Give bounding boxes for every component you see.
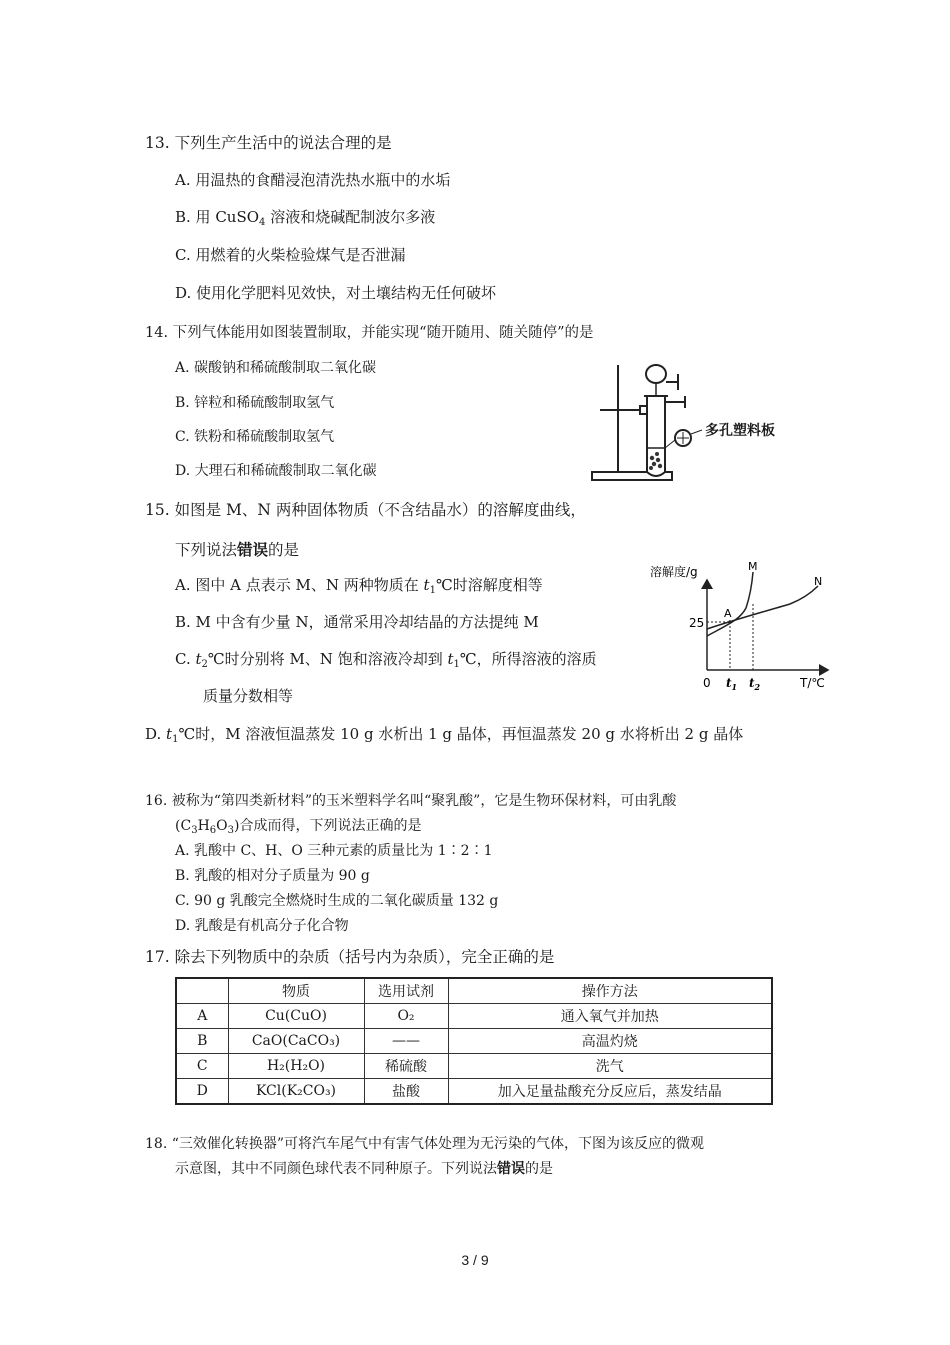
point-a	[728, 620, 732, 624]
row-id: D	[176, 1079, 228, 1105]
label-m: M	[748, 560, 758, 573]
q17-stem: 17. 除去下列物质中的杂质（括号内为杂质），完全正确的是	[145, 948, 555, 966]
table-header-cell: 操作方法	[448, 978, 772, 1004]
chart-x-label: T/℃	[800, 676, 825, 690]
row-substance: CaO(CaCO₃)	[228, 1029, 364, 1054]
q13-option-d: D. 使用化学肥料见效快，对土壤结构无任何破坏	[175, 284, 497, 302]
q15-option-a: A. 图中 A 点表示 M、N 两种物质在 $t_1℃$时溶解度相等	[175, 576, 543, 596]
q14-option-c: C. 铁粉和稀硫酸制取氢气	[175, 429, 335, 445]
impurity-removal-table	[175, 977, 773, 1105]
page-number: 3 / 9	[461, 1252, 489, 1268]
q18-stem: 18. “三效催化转换器”可将汽车尾气中有害气体处理为无污染的气体，下图为该反应的微观	[145, 1136, 705, 1152]
row-method: 洗气	[448, 1054, 772, 1079]
chart-y-label: 溶解度/g	[650, 565, 698, 579]
table-row	[176, 1054, 772, 1079]
q15-stem-line2: 下列说法错误的是	[175, 540, 300, 559]
row-substance: H₂(H₂O)	[228, 1054, 364, 1079]
row-method: 高温灼烧	[448, 1029, 772, 1054]
q15-option-d: D. $t_1℃$时，M 溶液恒温蒸发 10 g 水析出 1 g 晶体，再恒温蒸发 20 g 水将析出 2 g 晶体	[145, 725, 744, 745]
q14-option-a: A. 碳酸钠和稀硫酸制取二氧化碳	[175, 360, 377, 376]
row-id: A	[176, 1004, 228, 1029]
q15-option-c-line2: 质量分数相等	[203, 687, 294, 705]
q16-option-a: A. 乳酸中 C、H、O 三种元素的质量比为 1∶2∶1	[175, 843, 493, 859]
table-header-row	[176, 978, 772, 1004]
tick-t1: $t_1$	[726, 676, 738, 692]
table-header-cell: 物质	[228, 978, 364, 1004]
q15-option-c: C. $t_2℃$时分别将 M、N 饱和溶液冷却到 $t_1℃$，所得溶液的溶质	[175, 650, 597, 670]
q16-option-b: B. 乳酸的相对分子质量为 90 g	[175, 868, 370, 884]
row-reagent: 稀硫酸	[364, 1054, 448, 1079]
table-row	[176, 1079, 772, 1105]
row-id: C	[176, 1054, 228, 1079]
row-id: B	[176, 1029, 228, 1054]
q16-stem-line2: $(C_3H_6O_3)$合成而得，下列说法正确的是	[175, 818, 422, 836]
q16-option-d: D. 乳酸是有机高分子化合物	[175, 918, 349, 934]
row-method: 通入氧气并加热	[448, 1004, 772, 1029]
row-substance: Cu(CuO)	[228, 1004, 364, 1029]
chart-y-tick: 25	[689, 616, 705, 630]
q15-option-b: B. M 中含有少量 N，通常采用冷却结晶的方法提纯 M	[175, 613, 539, 631]
q14-stem: 14. 下列气体能用如图装置制取，并能实现“随开随用、随关随停”的是	[145, 325, 594, 341]
q13-stem: 13. 下列生产生活中的说法合理的是	[145, 134, 392, 152]
table-header-cell	[176, 978, 228, 1004]
label-a: A	[724, 607, 732, 620]
solubility-chart	[650, 560, 840, 692]
row-reagent: 盐酸	[364, 1079, 448, 1105]
chart-origin: 0	[703, 676, 711, 690]
apparatus-label: 多孔塑料板	[705, 423, 775, 439]
q14-option-d: D. 大理石和稀硫酸制取二氧化碳	[175, 463, 377, 479]
q15-stem: 15. 如图是 M、N 两种固体物质（不含结晶水）的溶解度曲线，	[145, 501, 586, 519]
label-n: N	[814, 575, 823, 588]
tick-t2: $t_2$	[749, 676, 761, 692]
q13-option-a: A. 用温热的食醋浸泡清洗热水瓶中的水垢	[175, 171, 451, 189]
q14-option-b: B. 锌粒和稀硫酸制取氢气	[175, 395, 335, 411]
table-row	[176, 1004, 772, 1029]
row-method: 加入足量盐酸充分反应后，蒸发结晶	[448, 1079, 772, 1105]
row-reagent: ——	[364, 1029, 448, 1054]
q16-option-c: C. 90 g 乳酸完全燃烧时生成的二氧化碳质量 132 g	[175, 893, 499, 909]
q18-stem-line2: 示意图，其中不同颜色球代表不同种原子。下列说法错误的是	[175, 1161, 553, 1177]
table-header-cell: 选用试剂	[364, 978, 448, 1004]
row-substance: KCl(K₂CO₃)	[228, 1079, 364, 1105]
q13-option-c: C. 用燃着的火柴检验煤气是否泄漏	[175, 246, 406, 264]
row-reagent: O₂	[364, 1004, 448, 1029]
q13-option-b: B. 用 CuSO$_4$ 溶液和烧碱配制波尔多液	[175, 208, 436, 228]
q16-stem: 16. 被称为“第四类新材料”的玉米塑料学名叫“聚乳酸”，它是生物环保材料，可由乳酸	[145, 793, 677, 809]
table-row	[176, 1029, 772, 1054]
